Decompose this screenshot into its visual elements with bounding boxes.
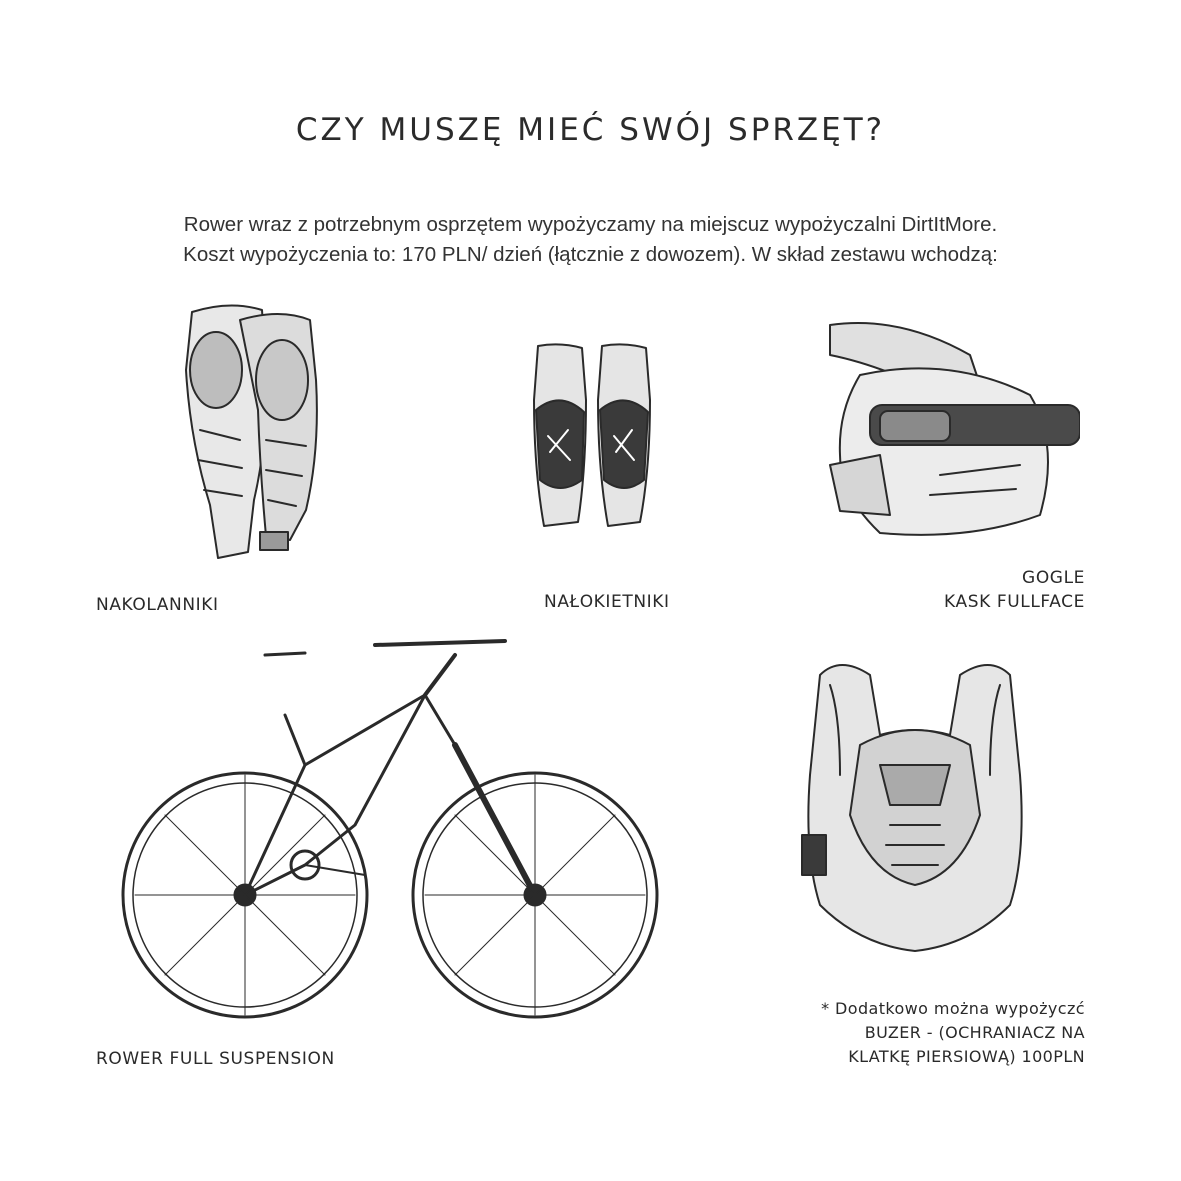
chest-protector-icon: [800, 655, 1030, 955]
fullface-helmet-icon: [820, 315, 1080, 545]
chest-protector-note-line-3: KLATKĘ PIERSIOWĄ) 100PLN: [848, 1047, 1085, 1066]
mountain-bike-icon: [105, 625, 675, 1055]
intro-line-2: Koszt wypożyczenia to: 170 PLN/ dzień (łątcznie z dowozem). W skład zestawu wchodzą:: [183, 243, 998, 266]
chest-protector-note-line-1: * Dodatkowo można wypożyczć: [821, 999, 1085, 1018]
knee-pads-icon: [170, 300, 330, 570]
chest-protector-note: [760, 997, 1085, 1069]
helmet-label: [880, 566, 1085, 614]
intro-line-1: Rower wraz z potrzebnym osprzętem wypożyczamy na miejscuz wypożyczalni DirtItMore.: [183, 213, 998, 236]
elbow-pads-label: NAŁOKIETNIKI: [544, 592, 670, 612]
fullface-helmet-label: KASK FULLFACE: [944, 592, 1085, 612]
bike-label: ROWER FULL SUSPENSION: [96, 1049, 335, 1069]
knee-pads-label: NAKOLANNIKI: [96, 595, 219, 615]
elbow-pads-icon: [520, 340, 670, 540]
page-title: CZY MUSZĘ MIEĆ SWÓJ SPRZĘT?: [295, 112, 886, 148]
goggles-label: GOGLE: [1022, 568, 1085, 588]
intro-text: [0, 210, 1181, 270]
chest-protector-note-line-2: BUZER - (OCHRANIACZ NA: [864, 1023, 1085, 1042]
